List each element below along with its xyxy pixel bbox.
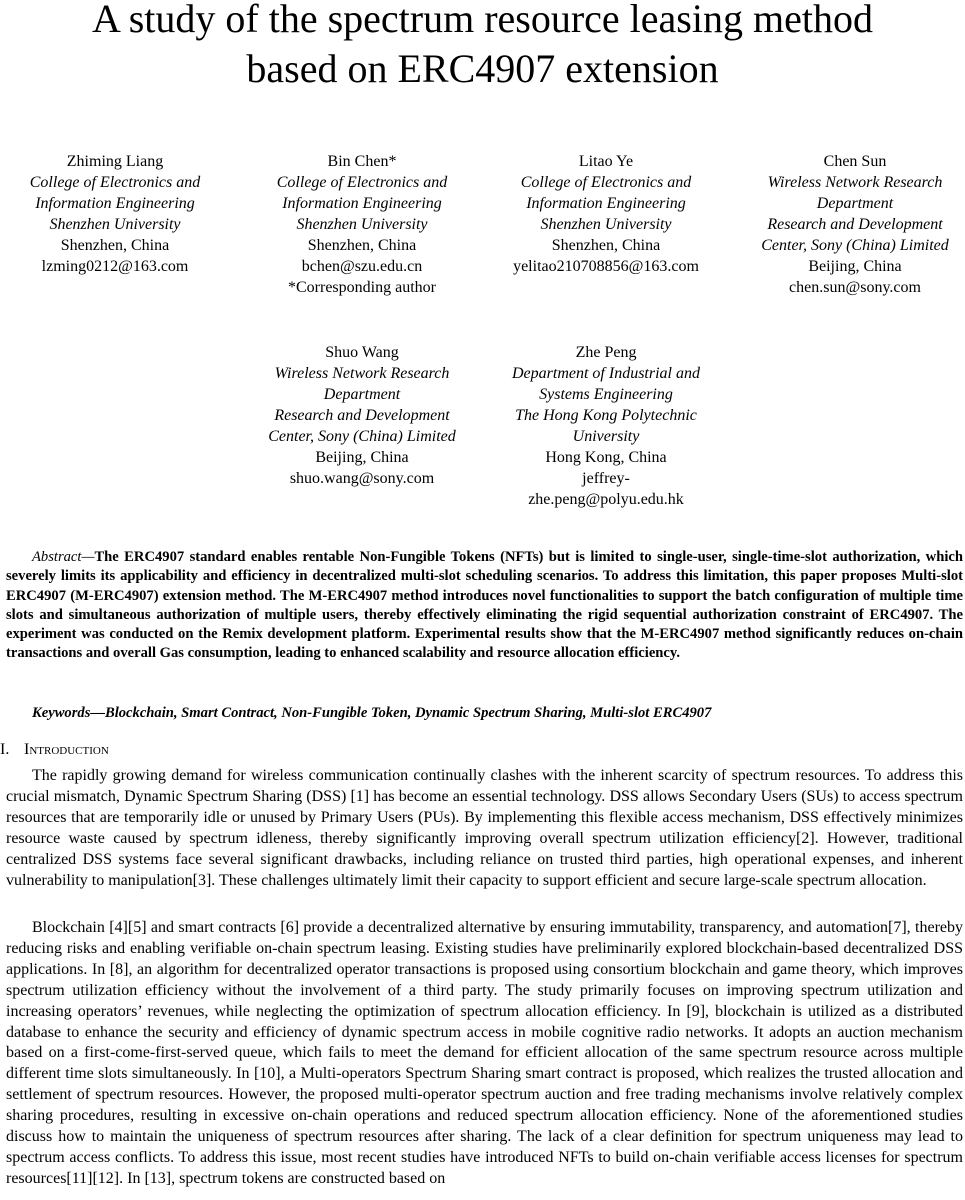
author-1 bbox=[0, 151, 230, 277]
author-detail: chen.sun@sony.com bbox=[789, 279, 921, 296]
intro-paragraph-2: Blockchain [4][5] and smart contracts [6] provide a decentralized alternative by ensuring immutability, transparency, and automation[7], thereby reducing risks and enabling verifiable on-chain spectrum leasing. Existing studies have preliminarily explored blockchain-based decentralized DSS applications. In [8], an algorithm for decentralized operator transactions is proposed using consortium blockchain and game theory, which improves spectrum utilization efficiency without the involvement of a third party. The study primarily focuses on improving spectrum utilization and increasing operators’ revenues, while neglecting the optimization of spectrum allocation efficiency. In [9], blockchain is utilized as a distributed database to enhance the security and efficiency of dynamic spectrum access in mobile cognitive radio networks. It adopts an auction mechanism based on a first-come-first-served queue, which fails to meet the demand for efficient allocation of the same spectrum resource across multiple different time slots simultaneously. In [10], a Multi-operators Spectrum Sharing smart contract is proposed, which realizes the trusted allocation and settlement of spectrum resources. However, the proposed multi-operator spectrum auction and free trading mechanisms involve relatively complex sharing procedures, resulting in excessive on-chain operations and reduced spectrum allocation efficiency. None of the aforementioned studies discuss how to maintain the uniqueness of spectrum resources after sharing. The lack of a clear definition for spectrum uniqueness may lead to spectrum access conflicts. To address this issue, most recent studies have introduced NFTs to build on-chain verifiable access licenses for spectrum resources[11][12]. In [13], spectrum tokens are constructed based on bbox=[6, 919, 963, 1187]
author-affiliation: College of Electronics and bbox=[276, 174, 448, 191]
author-affiliation: Research and Development bbox=[274, 407, 450, 424]
author-detail: Shenzhen, China bbox=[551, 237, 661, 254]
author-2 bbox=[247, 151, 477, 298]
author-detail: Shenzhen, China bbox=[60, 237, 170, 254]
keywords-text: Blockchain, Smart Contract, Non-Fungible Token, Dynamic Spectrum Sharing, Multi-slot ERC4907 bbox=[104, 705, 712, 721]
title-line-2: based on ERC4907 extension bbox=[246, 46, 719, 91]
author-name: Shuo Wang bbox=[325, 344, 399, 361]
keywords bbox=[6, 704, 963, 723]
author-affiliation: Research and Development bbox=[767, 216, 943, 233]
author-4 bbox=[740, 151, 965, 298]
author-affiliation: Department bbox=[323, 386, 401, 403]
author-detail: Hong Kong, China bbox=[545, 449, 667, 466]
author-6 bbox=[491, 342, 721, 510]
intro-paragraph-1: The rapidly growing demand for wireless communication continually clashes with the inherent scarcity of spectrum resources. To address this crucial mismatch, Dynamic Spectrum Sharing (DSS) [1] has become an essential technology. DSS allows Secondary Users (SUs) to access spectrum resources that are temporarily idle or unused by Primary Users (PUs). By implementing this flexible access mechanism, DSS effectively minimizes resource waste caused by spectrum idleness, thereby significantly improving overall spectrum utilization efficiency[2]. However, traditional centralized DSS systems face several significant drawbacks, including reliance on trusted third parties, high operational expenses, and inherent vulnerability to manipulation[3]. These challenges ultimately limit their capacity to support efficient and secure large-scale spectrum allocation. bbox=[6, 767, 963, 889]
author-affiliation: Wireless Network Research bbox=[274, 365, 450, 382]
author-affiliation: Shenzhen University bbox=[296, 216, 428, 233]
abstract-label: Abstract bbox=[32, 549, 82, 565]
section-heading-introduction bbox=[0, 740, 109, 760]
author-detail: yelitao210708856@163.com bbox=[513, 258, 699, 275]
author-3 bbox=[491, 151, 721, 277]
author-affiliation: Center, Sony (China) Limited bbox=[761, 237, 949, 254]
author-name: Zhe Peng bbox=[575, 344, 637, 361]
author-affiliation: Shenzhen University bbox=[49, 216, 181, 233]
author-affiliation: Shenzhen University bbox=[540, 216, 672, 233]
author-detail: zhe.peng@polyu.edu.hk bbox=[528, 491, 684, 508]
author-detail: bchen@szu.edu.cn bbox=[301, 258, 423, 275]
author-detail: jeffrey- bbox=[582, 470, 630, 487]
author-detail: Beijing, China bbox=[315, 449, 409, 466]
abstract-dash: — bbox=[81, 549, 95, 565]
author-affiliation: Center, Sony (China) Limited bbox=[268, 428, 456, 445]
author-affiliation: The Hong Kong Polytechnic bbox=[515, 407, 697, 424]
section-number: I. bbox=[0, 741, 10, 758]
author-5 bbox=[247, 342, 477, 489]
keywords-label: Keywords— bbox=[32, 705, 105, 721]
abstract bbox=[6, 548, 963, 664]
author-affiliation: College of Electronics and bbox=[29, 174, 201, 191]
author-name: Bin Chen* bbox=[327, 153, 397, 170]
author-detail: *Corresponding author bbox=[288, 279, 436, 296]
paper-title bbox=[0, 0, 965, 94]
author-detail: shuo.wang@sony.com bbox=[289, 470, 435, 487]
section-title: Introduction bbox=[24, 741, 109, 758]
author-affiliation: Department bbox=[816, 195, 894, 212]
author-detail: lzming0212@163.com bbox=[41, 258, 189, 275]
abstract-text: The ERC4907 standard enables rentable Non-Fungible Tokens (NFTs) but is limited to single-user, single-time-slot authorization, which severely limits its applicability and efficiency in decentralized multi-slot scheduling scenarios. To address this limitation, this paper proposes Multi-slot ERC4907 (M-ERC4907) extension method. The M-ERC4907 method introduces novel functionalities to support the batch configuration of multiple time slots and simultaneous authorization of multiple users, thereby effectively eliminating the rigid sequential authorization constraint of ERC4907. The experiment was conducted on the Remix development platform. Experimental results show that the M-ERC4907 method significantly reduces on-chain transactions and overall Gas consumption, leading to enhanced scalability and resource allocation efficiency. bbox=[6, 549, 963, 662]
author-affiliation: Information Engineering bbox=[526, 195, 686, 212]
author-affiliation: University bbox=[572, 428, 640, 445]
title-line-1: A study of the spectrum resource leasing method bbox=[92, 0, 873, 41]
author-affiliation: Information Engineering bbox=[282, 195, 442, 212]
author-name: Zhiming Liang bbox=[66, 153, 164, 170]
author-detail: Beijing, China bbox=[808, 258, 902, 275]
author-detail: Shenzhen, China bbox=[307, 237, 417, 254]
author-affiliation: Wireless Network Research bbox=[767, 174, 943, 191]
author-affiliation: Systems Engineering bbox=[539, 386, 673, 403]
author-affiliation: Information Engineering bbox=[35, 195, 195, 212]
author-affiliation: Department of Industrial and bbox=[512, 365, 700, 382]
author-name: Chen Sun bbox=[823, 153, 887, 170]
author-affiliation: College of Electronics and bbox=[520, 174, 692, 191]
author-name: Litao Ye bbox=[578, 153, 634, 170]
